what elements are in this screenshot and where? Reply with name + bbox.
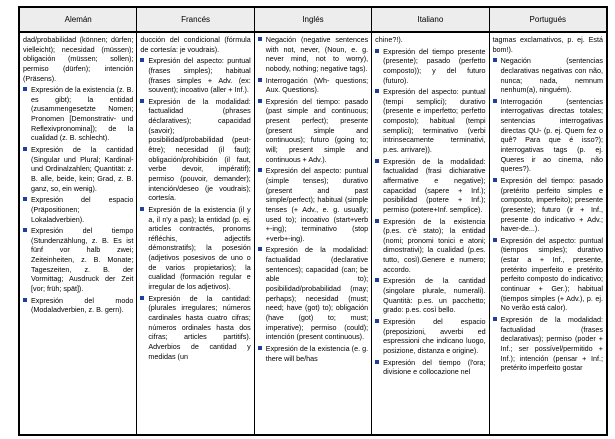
list-item (140, 205, 250, 292)
list-item (258, 76, 368, 95)
item-text: Expresión del tiempo presente (presente); pasado (perfetto composto)); y del futuro (futuro). (383, 46, 486, 85)
list-item (23, 296, 133, 315)
square-bullet-icon (375, 89, 379, 93)
item-text: Expresión del tiempo (Stundenzählung, z. B. Es ist fünf vor halb zwei; Zeiteinheiten, z. B. Monate; Tageszeiten, z. B. der Vormittag; Ausdruck der Zeit [vor; früh; spät]). (31, 226, 134, 294)
list-item (493, 236, 603, 313)
item-text: tagmas exclamativos, p. ej. Está bom!). (492, 35, 603, 54)
square-bullet-icon (23, 87, 27, 91)
list-item (375, 217, 485, 275)
item-list (375, 35, 485, 377)
list-item (140, 97, 250, 203)
item-text: chine?!). (375, 35, 403, 44)
list-item (258, 35, 368, 74)
item-text: Interrogación (Wh- questions; Aux. Questions). (265, 75, 369, 95)
list-item (375, 358, 485, 377)
item-text: Expresión de la cantidad: (plurales irregulares; números cardinales hasta cuatro cifras; números ordinales hasta dos cifras; articles partitifs). Adverbios de cantidad y medidas (un (148, 293, 251, 361)
list-item-continuation (493, 35, 603, 54)
list-item-continuation (375, 35, 485, 45)
square-bullet-icon (23, 197, 27, 201)
list-item (23, 226, 133, 293)
square-bullet-icon (493, 178, 497, 182)
item-text: Expresión de la existencia (e. g. there will be/has (265, 343, 369, 363)
item-text: Interrogación (sentencias interrogativas directas totales; sentencias interrogativas directas QU- (p. ej. Quem fez o quê? Para que é isso?); interrogativas tags (p. ej. Queres ir ao cinema, não queres?). (500, 96, 603, 174)
item-text: Expresión de la modalidad: factualidad (declarative sentences); capacidad (can; be able to); posibilidad/probabilidad (may; perhaps); necesidad (must; need; have (got) to); obligación (have (got) to; must; imperative); permiso (could); intención (present continuous). (265, 245, 369, 342)
cell-italiano (372, 32, 489, 435)
list-item (375, 87, 485, 154)
list-item (23, 145, 133, 193)
item-text: Expresión del modo (Modaladverbien, z. B. gern). (31, 295, 134, 315)
item-list (23, 35, 133, 315)
header-ingles: Inglés (254, 8, 371, 33)
header-aleman: Alemán (20, 8, 137, 33)
square-bullet-icon (375, 319, 379, 323)
cell-portugues (489, 32, 606, 435)
square-bullet-icon (258, 37, 262, 41)
item-text: Expresión de la modalidad: factualidad (frases declarativas); permiso (poder + Inf.; ser possível/permitido + Inf.); intención (pensar + Inf.; pretérito imperfeito gostar (500, 314, 603, 373)
square-bullet-icon (493, 317, 497, 321)
item-text: Expresión de la existencia (z. B. es gibt); la entidad (zusammengesetzte Nomen; Pronomen [Demonstrativ- und Reflexivpronomina]); de la cualidad (z. B. schlecht). (31, 85, 134, 143)
curriculum-table-frame (18, 6, 608, 436)
item-text: Expresión de la cantidad (singolare plurale, numerali). Quantità: p.es. un pacchetto; grado: p.es. così bello. (383, 276, 486, 315)
item-text: Negación (negative sentences with not, never, (Noun, e. g. never mind, not to worry), nobody, nothing; negative tags). (265, 35, 369, 73)
header-frances: Francés (137, 8, 254, 33)
item-text: Expresión del tiempo: pasado (past simple and continuous; present perfect); presente (present simple and continuous); futuro (going to; will; present simple and continuous + Adv.). (265, 96, 369, 164)
item-text: Expresión del espacio (preposizioni, avverbi ed espressioni che indicano luogo, posizione, distanza e origine). (383, 316, 486, 355)
item-list (258, 35, 368, 363)
list-item (375, 276, 485, 315)
item-text: dad/probabilidad (können; dürfen; vielleicht); necesidad (müssen); obligación (müssen; sollen); permiso (dürfen); intención (Präsens). (23, 35, 134, 83)
item-text: Expresión del espacio (Präpositionen; Lokaladverbien). (31, 195, 134, 224)
square-bullet-icon (140, 207, 144, 211)
list-item (375, 157, 485, 215)
square-bullet-icon (375, 159, 379, 163)
header-portugues: Portugués (489, 8, 606, 33)
square-bullet-icon (140, 296, 144, 300)
item-text: Expresión del aspecto: puntual (frases simples); habitual (frases simples + Adv. (ex: souvent); incoativo (aller + Inf.). (148, 56, 251, 95)
square-bullet-icon (375, 278, 379, 282)
square-bullet-icon (258, 99, 262, 103)
square-bullet-icon (493, 58, 497, 62)
item-text: Expresión de la existencia (p.es. c'è stato); la entidad (nomi; pronomi tonici e atoni; dimostrativi); la cualidad (p.es. tutto, così).Genere e numero; accordo. (383, 216, 486, 274)
cell-aleman (20, 32, 137, 435)
list-item-continuation (140, 35, 250, 54)
item-text: Expresión del aspecto: puntual (tiempos simples); durativo (estar a + Inf., presente, pretérito imperfeito e pretérito perfeito composto do indicativo; continuar + Ger.); habitual (tiempos simples (+ Adv.), p. ej. No verão está calor). (500, 235, 603, 313)
square-bullet-icon (375, 360, 379, 364)
item-text: Expresión del tiempo (l'ora; divisione e collocazione nel (383, 357, 486, 377)
item-list (493, 35, 603, 373)
item-list (140, 35, 250, 361)
square-bullet-icon (23, 147, 27, 151)
square-bullet-icon (258, 247, 262, 251)
item-text: Expresión del tiempo: pasado (pretérito perfeito simples e composto, imperfeito); presente (presente); futuro (ir + Inf., presente do indicativo + Adv.; haver-de...). (500, 175, 603, 234)
item-text: Negación (sentencias declarativas negativas con não, nunca; nada, nemnum nenhum(a), ninguém). (500, 56, 603, 95)
list-item (140, 56, 250, 95)
list-item (258, 344, 368, 363)
item-text: Expresión de la modalidad: factualidad (frasi dichiarative affermative e negative); capacidad (sapere + Inf.); posibilidad (potere + Inf.); permiso (potere+Inf. semplice). (383, 156, 486, 214)
square-bullet-icon (493, 238, 497, 242)
square-bullet-icon (375, 219, 379, 223)
list-item (23, 195, 133, 224)
item-text: Expresión de la existencia (il y a, il n'y a pas); la entidad (p. ej. articles contractés, pronoms réfléchis, adjectifs démonstratifs); la posesión (adjetivos posesivos de uno o de varios propietarios); la cualidad (formación regular e irregular de los adjetivos). (148, 204, 251, 292)
item-text: Expresión del aspecto: puntual (tempi semplici); durativo (presente e imperfetto; perfetto composto); habitual (tempi semplici); terminativo (verbi intrinsecamente terminativi, p.es. arrivare)). (383, 87, 486, 155)
square-bullet-icon (23, 228, 27, 232)
cell-ingles (254, 32, 371, 435)
cell-frances (137, 32, 254, 435)
square-bullet-icon (493, 99, 497, 103)
square-bullet-icon (258, 346, 262, 350)
header-row (20, 8, 607, 33)
item-text: ducción del condicional (fórmula de cortesía: je voudrais). (140, 35, 251, 54)
list-item (375, 47, 485, 86)
square-bullet-icon (258, 78, 262, 82)
square-bullet-icon (140, 99, 144, 103)
list-item (258, 166, 368, 243)
list-item-continuation (23, 35, 133, 83)
square-bullet-icon (23, 298, 27, 302)
list-item (23, 85, 133, 143)
header-italiano: Italiano (372, 8, 489, 33)
list-item (258, 245, 368, 341)
item-text: Expresión del aspecto: puntual (simple tenses); durativo (present and past simple/perfect); habitual (simple tenses (+ Adv., e. g. usually; used to); incoativo (start+verb +-ing); terminativo (stop +verb+-ing). (265, 166, 369, 243)
square-bullet-icon (140, 58, 144, 62)
list-item (493, 56, 603, 95)
list-item (258, 97, 368, 164)
content-row (20, 32, 607, 435)
item-text: Expresión de la cantidad (Singular und Plural; Kardinal- und Ordinalzahlen; Quantität: z. B. alle, beide, kein; Grad, z. B. ganz, so, ein wenig). (31, 145, 134, 193)
list-item (140, 294, 250, 361)
list-item (493, 315, 603, 373)
square-bullet-icon (258, 168, 262, 172)
list-item (493, 176, 603, 234)
list-item (493, 97, 603, 174)
language-comparison-table (19, 7, 607, 435)
square-bullet-icon (375, 49, 379, 53)
item-text: Expresión de la modalidad: factualidad (phrases déclaratives); capacidad (savoir); posibilidad/probabilidad (peut-être); necesidad (il faut); obligación/prohibición (il faut, verbe devoir, impératif); permiso (pouvoir, demander); intención/deseo (je voudrais); cortesía. (148, 96, 251, 203)
list-item (375, 317, 485, 356)
